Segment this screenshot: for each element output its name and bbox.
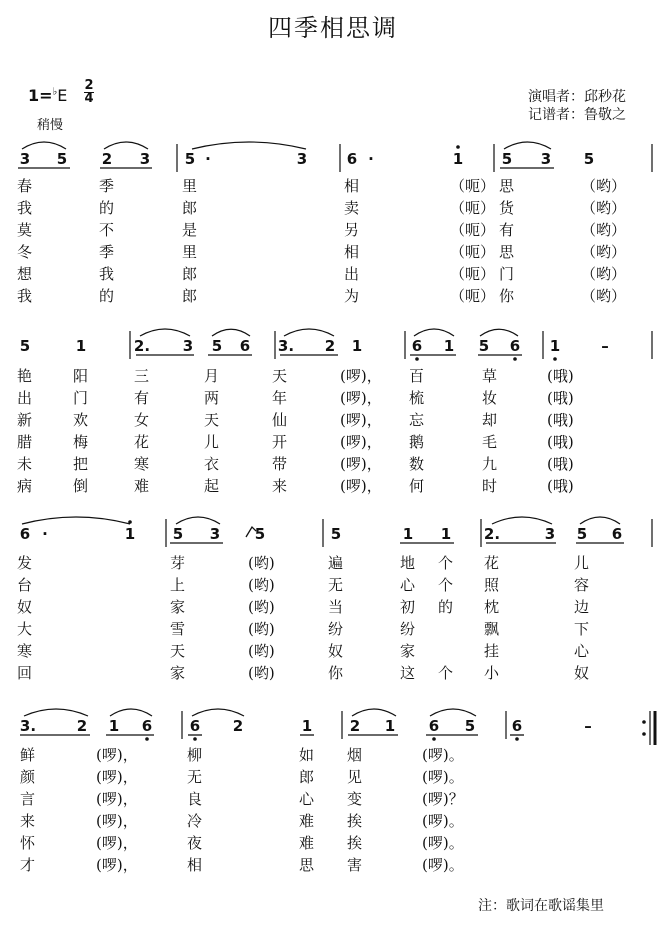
lyric: (哟) <box>248 554 275 572</box>
lyric: 纷 <box>400 620 416 638</box>
lyric: 枕 <box>484 598 500 616</box>
lyric: 把 <box>73 455 89 473</box>
lyric: 的 <box>99 287 115 305</box>
lyric: 来 <box>20 812 36 830</box>
lyric: 个 <box>438 554 454 572</box>
lyric: (啰)， <box>340 367 382 385</box>
time-signature-top: 2 <box>84 78 94 93</box>
lyric: （哟） <box>581 243 627 261</box>
lyric: 门 <box>73 389 89 407</box>
lyric: 冷 <box>187 812 203 830</box>
lyric: 卖 <box>344 199 360 217</box>
lyric: 儿 <box>204 433 220 451</box>
lyric: 见 <box>347 768 363 786</box>
note: 5 <box>56 150 68 168</box>
lyric: 货 <box>499 199 515 217</box>
lyric: 鹅 <box>409 433 425 451</box>
octave-dot-below <box>145 737 149 741</box>
note: 3 <box>296 150 308 168</box>
lyric: (啰)？ <box>422 790 464 808</box>
lyric: (啰)， <box>96 746 138 764</box>
lyric: 我 <box>99 265 115 283</box>
lyric: 时 <box>482 477 498 495</box>
lyric: 柳 <box>187 746 203 764</box>
lyric: （呃） <box>450 243 496 261</box>
lyric: 无 <box>187 768 203 786</box>
lyric: 梳 <box>409 389 425 407</box>
lyric: 小 <box>484 664 500 682</box>
key-prefix: 1= <box>28 86 53 105</box>
score-system-4 <box>20 709 592 874</box>
lyric: 腊 <box>17 433 33 451</box>
lyric: (啰)， <box>340 455 382 473</box>
lyric: 新 <box>17 411 33 429</box>
octave-dot-below <box>193 737 197 741</box>
slur <box>504 142 551 149</box>
time-signature-bottom: 4 <box>84 91 94 106</box>
lyric: 芽 <box>170 554 186 572</box>
note: 3 <box>139 150 151 168</box>
lyric: (哟) <box>248 664 275 682</box>
slur <box>140 329 190 336</box>
lyric: 害 <box>347 856 363 874</box>
lyric: 相 <box>187 856 203 874</box>
lyric: 照 <box>484 576 500 594</box>
slur <box>352 709 396 716</box>
lyric: 却 <box>482 411 498 429</box>
note: 5 <box>576 525 588 543</box>
slur <box>480 329 518 336</box>
lyric: 想 <box>17 265 33 283</box>
note: 6 <box>509 337 521 355</box>
note: 1 <box>351 337 363 355</box>
lyric: 遍 <box>328 554 344 572</box>
lyric: 郎 <box>182 265 198 283</box>
lyric: 台 <box>17 576 33 594</box>
lyric: 衣 <box>204 455 220 473</box>
note: 2 <box>232 717 244 735</box>
lyric: 这 <box>400 664 416 682</box>
note: 5 <box>330 525 342 543</box>
lyric: (啰)， <box>340 477 382 495</box>
lyric: (哦) <box>547 455 574 473</box>
note: · <box>42 525 48 543</box>
slur <box>24 709 88 716</box>
tempo-marking: 稍慢 <box>37 118 64 133</box>
lyric: 寒 <box>134 455 150 473</box>
lyric: 心 <box>574 642 590 660</box>
note: 2 <box>76 717 88 735</box>
lyric: 三 <box>134 367 150 385</box>
lyric: 挨 <box>347 834 363 852</box>
lyric: 心 <box>299 790 315 808</box>
score-system-2 <box>17 329 652 495</box>
note: 5 <box>19 337 31 355</box>
octave-dot-below <box>553 357 557 361</box>
lyric: 月 <box>204 367 220 385</box>
lyric: （哟） <box>581 199 627 217</box>
note: – <box>584 717 592 735</box>
lyric: 儿 <box>574 554 590 572</box>
note: 5 <box>583 150 595 168</box>
lyric: 发 <box>17 554 33 572</box>
note: 3. <box>277 337 295 355</box>
lyric: 郎 <box>299 768 315 786</box>
lyric: 梅 <box>73 433 89 451</box>
lyric: 欢 <box>73 411 89 429</box>
lyric: (啰)， <box>96 768 138 786</box>
lyric: 良 <box>187 790 203 808</box>
lyric: （哟） <box>581 221 627 239</box>
lyric: (啰)。 <box>422 856 464 874</box>
lyric: (啰)。 <box>422 834 464 852</box>
lyric: 草 <box>482 367 498 385</box>
lyric: 上 <box>170 576 186 594</box>
lyric: 忘 <box>409 411 425 429</box>
lyric: (啰)， <box>96 856 138 874</box>
note: 6 <box>239 337 251 355</box>
lyric: 思 <box>299 856 315 874</box>
note: 5 <box>184 150 196 168</box>
note: 2 <box>324 337 336 355</box>
slur <box>176 517 220 524</box>
lyric: 无 <box>328 576 344 594</box>
lyric: 开 <box>272 433 288 451</box>
lyric: (哟) <box>248 598 275 616</box>
lyric: 大 <box>17 620 33 638</box>
lyric: (哦) <box>547 477 574 495</box>
slur <box>212 329 250 336</box>
lyric: （哟） <box>581 287 627 305</box>
lyric: 个 <box>438 664 454 682</box>
note: 5 <box>478 337 490 355</box>
lyric: 出 <box>17 389 33 407</box>
lyric: 家 <box>400 642 416 660</box>
lyric: 天 <box>204 411 220 429</box>
lyric: 怀 <box>20 834 36 852</box>
lyric: 思 <box>499 243 515 261</box>
lyric: （呃） <box>450 287 496 305</box>
note: 5 <box>501 150 513 168</box>
octave-dot-above <box>456 145 460 149</box>
lyric: 纷 <box>328 620 344 638</box>
lyric: 里 <box>182 177 198 195</box>
note: 6 <box>346 150 358 168</box>
lyric: 两 <box>204 389 220 407</box>
slur <box>104 142 148 149</box>
note: 1 <box>440 525 452 543</box>
lyric: 仙 <box>272 411 288 429</box>
lyric: 是 <box>182 221 198 239</box>
lyric: 起 <box>204 477 220 495</box>
lyric: 天 <box>170 642 186 660</box>
lyric: (啰)， <box>340 389 382 407</box>
lyric: 言 <box>20 790 36 808</box>
lyric: (啰)， <box>340 433 382 451</box>
note: 3 <box>182 337 194 355</box>
lyric: 春 <box>17 177 33 195</box>
lyric: 边 <box>574 598 590 616</box>
lyric: 下 <box>574 620 590 638</box>
note: 2. <box>483 525 501 543</box>
lyric: （哟） <box>581 177 627 195</box>
slur <box>284 329 334 336</box>
lyric: 夜 <box>187 834 203 852</box>
lyric: 挂 <box>484 642 500 660</box>
lyric: 来 <box>272 477 288 495</box>
note: 3 <box>19 150 31 168</box>
note: 5 <box>172 525 184 543</box>
slur <box>22 142 66 149</box>
repeat-dot <box>642 720 646 724</box>
note: 6 <box>189 717 201 735</box>
lyric: 年 <box>272 389 288 407</box>
lyric: （呃） <box>450 177 496 195</box>
lyric: 带 <box>272 455 288 473</box>
lyric: (哦) <box>547 389 574 407</box>
note: 1 <box>124 525 136 543</box>
slur <box>192 142 306 149</box>
lyric: （呃） <box>450 199 496 217</box>
note: 2 <box>101 150 113 168</box>
lyric: 奴 <box>17 598 33 616</box>
lyric: 寒 <box>17 642 33 660</box>
lyric: 阳 <box>73 367 89 385</box>
slur <box>22 517 130 524</box>
lyric: (啰)。 <box>422 812 464 830</box>
lyric: 毛 <box>482 433 498 451</box>
lyric: 奴 <box>328 642 344 660</box>
lyric: 我 <box>17 199 33 217</box>
lyric: 为 <box>344 287 360 305</box>
lyric: 鲜 <box>20 746 36 764</box>
lyric: 相 <box>344 177 360 195</box>
lyric: 地 <box>400 554 416 572</box>
lyric: (啰)。 <box>422 768 464 786</box>
lyric: 天 <box>272 367 288 385</box>
lyric: 才 <box>20 856 36 874</box>
lyric: (啰)， <box>96 790 138 808</box>
lyric: (哟) <box>248 620 275 638</box>
page-title: 四季相思调 <box>268 14 398 42</box>
note: 5 <box>254 525 266 543</box>
note: 3 <box>540 150 552 168</box>
lyric: 家 <box>170 664 186 682</box>
lyric: 女 <box>134 411 150 429</box>
note: 6 <box>19 525 31 543</box>
slur <box>492 517 552 524</box>
lyric: (啰)。 <box>422 746 464 764</box>
note: 3 <box>544 525 556 543</box>
note: 1 <box>549 337 561 355</box>
note: – <box>601 337 609 355</box>
lyric: (啰)， <box>96 834 138 852</box>
lyric: 出 <box>344 265 360 283</box>
note: 2 <box>349 717 361 735</box>
lyric: 郎 <box>182 287 198 305</box>
note: 1 <box>301 717 313 735</box>
note: 1 <box>402 525 414 543</box>
note: 6 <box>428 717 440 735</box>
lyric: 难 <box>299 834 315 852</box>
lyric: 里 <box>182 243 198 261</box>
lyric: 郎 <box>182 199 198 217</box>
lyric: (啰)， <box>340 411 382 429</box>
lyric: 有 <box>134 389 150 407</box>
lyric: 个 <box>438 576 454 594</box>
flat-sign: ♭ <box>52 86 58 98</box>
lyric: 烟 <box>347 746 363 764</box>
score-system-3 <box>17 517 624 682</box>
note: · <box>205 150 211 168</box>
note: 6 <box>511 717 523 735</box>
lyric: 思 <box>499 177 515 195</box>
lyric: 容 <box>574 576 590 594</box>
key-letter: E <box>57 86 68 105</box>
lyric: 不 <box>99 221 115 239</box>
note: 5 <box>211 337 223 355</box>
lyric: 妆 <box>482 389 498 407</box>
note: 1 <box>443 337 455 355</box>
note: 5 <box>464 717 476 735</box>
lyric: 你 <box>499 287 515 305</box>
lyric: 难 <box>134 477 150 495</box>
score-system-1 <box>17 142 652 305</box>
lyric: 变 <box>347 790 363 808</box>
singer-credit: 演唱者：邱秒花 <box>528 89 626 105</box>
octave-dot-below <box>513 357 517 361</box>
lyric: 初 <box>400 598 416 616</box>
lyric: (哦) <box>547 411 574 429</box>
lyric: 季 <box>99 177 115 195</box>
lyric: 花 <box>484 554 500 572</box>
note: 1 <box>108 717 120 735</box>
lyric: 艳 <box>17 367 33 385</box>
lyric: 飘 <box>484 620 500 638</box>
note: 2. <box>133 337 151 355</box>
note: · <box>368 150 374 168</box>
lyric: 九 <box>482 455 498 473</box>
lyric: 花 <box>134 433 150 451</box>
lyric: 难 <box>299 812 315 830</box>
lyric: 挨 <box>347 812 363 830</box>
lyric: 有 <box>499 221 515 239</box>
lyric: 当 <box>328 598 344 616</box>
lyric: 雪 <box>170 620 186 638</box>
lyric: 病 <box>17 477 33 495</box>
lyric: （哟） <box>581 265 627 283</box>
lyric: （呃） <box>450 265 496 283</box>
octave-dot-below <box>515 737 519 741</box>
lyric: 家 <box>170 598 186 616</box>
lyric: 我 <box>17 287 33 305</box>
lyric: (哟) <box>248 576 275 594</box>
slur <box>430 709 476 716</box>
lyric: 相 <box>344 243 360 261</box>
slur <box>110 709 152 716</box>
lyric: 的 <box>438 598 454 616</box>
slur <box>414 329 454 336</box>
lyric: (哟) <box>248 642 275 660</box>
lyric: 莫 <box>17 221 33 239</box>
lyric: 你 <box>328 664 344 682</box>
repeat-dot <box>642 732 646 736</box>
lyric: (啰)， <box>96 812 138 830</box>
lyric: 倒 <box>73 477 89 495</box>
footnote: 注：歌词在歌谣集里 <box>478 898 604 914</box>
lyric: 另 <box>344 221 360 239</box>
note: 1 <box>75 337 87 355</box>
note: 6 <box>611 525 623 543</box>
lyric: 百 <box>409 367 425 385</box>
lyric: 冬 <box>17 243 33 261</box>
note: 6 <box>411 337 423 355</box>
octave-dot-below <box>432 737 436 741</box>
note: 1 <box>384 717 396 735</box>
lyric: 门 <box>499 265 515 283</box>
note: 6 <box>141 717 153 735</box>
lyric: 季 <box>99 243 115 261</box>
lyric: 的 <box>99 199 115 217</box>
lyric: 何 <box>409 477 425 495</box>
lyric: 心 <box>400 576 416 594</box>
lyric: 数 <box>409 455 425 473</box>
lyric: (哦) <box>547 433 574 451</box>
lyric: 如 <box>299 746 315 764</box>
lyric: (哦) <box>547 367 574 385</box>
note: 3. <box>19 717 37 735</box>
lyric: 奴 <box>574 664 590 682</box>
octave-dot-below <box>415 357 419 361</box>
lyric: （呃） <box>450 221 496 239</box>
transcriber-credit: 记谱者：鲁敬之 <box>528 107 626 123</box>
note: 3 <box>209 525 221 543</box>
note: 1 <box>452 150 464 168</box>
slur <box>192 709 244 716</box>
lyric: 颜 <box>20 768 36 786</box>
slur <box>580 517 620 524</box>
lyric: 未 <box>17 455 33 473</box>
lyric: 回 <box>17 664 33 682</box>
